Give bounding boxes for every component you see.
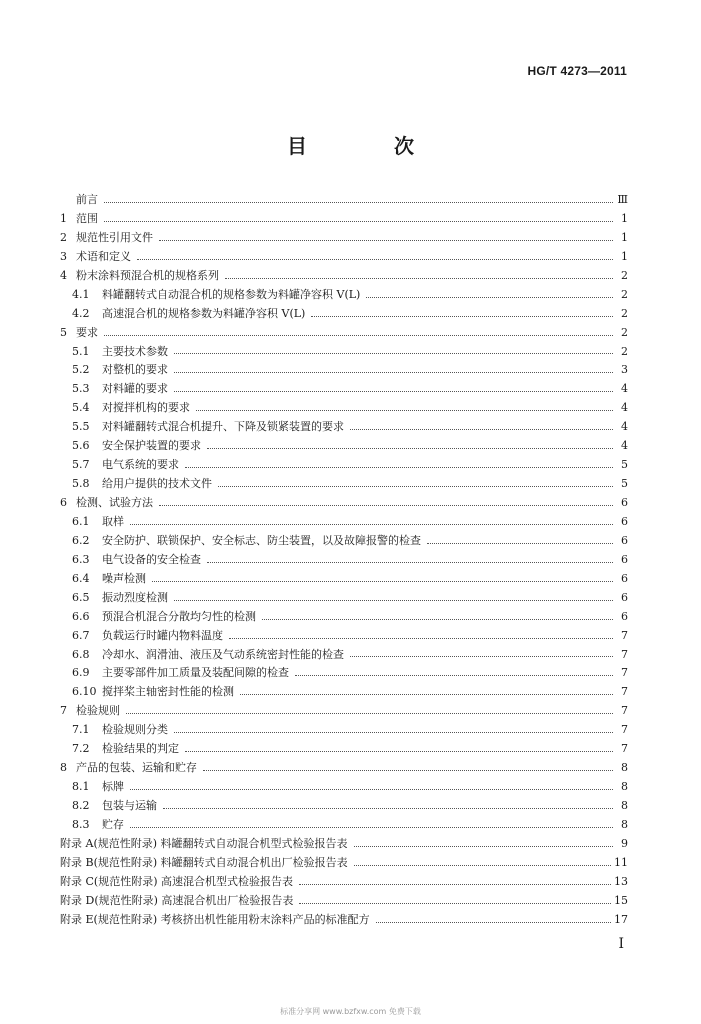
- toc-leader-dots: [218, 486, 613, 487]
- toc-leader-dots: [130, 827, 613, 828]
- toc-entry-title: 对料罐翻转式混合机提升、下降及锁紧装置的要求: [102, 420, 344, 434]
- toc-entry-number: 4: [60, 268, 67, 282]
- toc-entry-title: 取样: [102, 514, 124, 528]
- toc-entry-page: Ⅲ: [617, 193, 628, 206]
- toc-entry-page: 8: [621, 780, 628, 794]
- toc-entry[interactable]: [60, 740, 628, 759]
- toc-entry-page: 13: [614, 874, 628, 888]
- toc-entry-title: 前言: [76, 193, 98, 206]
- toc-entry-title: 附录 B(规范性附录) 料罐翻转式自动混合机出厂检验报告表: [60, 855, 348, 869]
- toc-entry-number: 5.7: [72, 458, 90, 472]
- standard-number: HG/T 4273—2011: [527, 64, 627, 78]
- toc-leader-dots: [174, 732, 613, 733]
- toc-entry[interactable]: [60, 664, 628, 683]
- toc-entry[interactable]: [60, 911, 628, 930]
- toc-entry-page: 1: [621, 249, 628, 263]
- toc-entry-title: 料罐翻转式自动混合机的规格参数为料罐净容积 V(L): [102, 287, 361, 301]
- toc-leader-dots: [354, 846, 613, 847]
- toc-entry-page: 2: [621, 306, 628, 320]
- toc-entry-title: 附录 D(规范性附录) 高速混合机出厂检验报告表: [60, 893, 294, 907]
- toc-entry-page: 11: [614, 855, 628, 869]
- toc-entry-title: 安全保护装置的要求: [102, 439, 201, 453]
- toc-entry-page: 5: [621, 477, 628, 491]
- toc-entry-page: 8: [621, 799, 628, 812]
- toc-leader-dots: [174, 391, 613, 392]
- toc-entry-title: 范围: [76, 211, 98, 225]
- toc-entry-page: 6: [621, 571, 628, 585]
- toc-leader-dots: [104, 221, 613, 222]
- toc-entry-number: 6: [60, 496, 67, 509]
- toc-entry[interactable]: [60, 248, 628, 267]
- toc-entry-title: 要求: [76, 325, 98, 339]
- toc-entry-number: 6.9: [72, 666, 90, 680]
- toc-entry-page: 8: [621, 761, 628, 775]
- toc-leader-dots: [207, 448, 613, 449]
- toc-entry-title: 预混合机混合分散均匀性的检测: [102, 609, 256, 623]
- toc-entry-page: 7: [621, 628, 628, 642]
- toc-entry[interactable]: [60, 305, 628, 324]
- toc-entry-title: 术语和定义: [76, 249, 131, 263]
- toc-entry-number: 5.5: [72, 420, 90, 434]
- toc-leader-dots: [350, 429, 613, 430]
- toc-entry-title: 附录 C(规范性附录) 高速混合机型式检验报告表: [60, 874, 293, 888]
- toc-leader-dots: [225, 278, 613, 279]
- toc-entry-title: 高速混合机的规格参数为料罐净容积 V(L): [102, 306, 306, 320]
- toc-leader-dots: [104, 202, 613, 203]
- toc-entry[interactable]: [60, 551, 628, 570]
- toc-entry-page: 1: [621, 230, 628, 244]
- toc-entry-title: 粉末涂料预混合机的规格系列: [76, 268, 219, 282]
- toc-entry-title: 贮存: [102, 817, 124, 831]
- toc-entry[interactable]: [60, 437, 628, 456]
- toc-entry[interactable]: [60, 570, 628, 589]
- toc-leader-dots: [130, 789, 613, 790]
- toc-entry-number: 6.5: [72, 590, 90, 604]
- toc-leader-dots: [427, 543, 613, 544]
- toc-leader-dots: [174, 372, 613, 373]
- toc-leader-dots: [295, 675, 613, 676]
- toc-entry-title: 包装与运输: [102, 799, 157, 812]
- toc-entry-page: 2: [621, 325, 628, 339]
- toc-entry-title: 对料罐的要求: [102, 382, 168, 396]
- toc-entry-title: 规范性引用文件: [76, 230, 153, 244]
- toc-entry-page: 4: [621, 439, 628, 453]
- toc-leader-dots: [174, 353, 613, 354]
- toc-entry[interactable]: [60, 816, 628, 835]
- toc-entry[interactable]: [60, 778, 628, 797]
- toc-entry[interactable]: [60, 286, 628, 305]
- toc-entry-title: 检测、试验方法: [76, 496, 153, 509]
- toc-leader-dots: [354, 865, 611, 866]
- toc-entry[interactable]: [60, 324, 628, 343]
- toc-entry-number: 6.7: [72, 628, 90, 642]
- toc-entry-title: 检验结果的判定: [102, 742, 179, 756]
- toc-entry-number: 6.10: [72, 685, 97, 699]
- toc-entry-page: 7: [621, 723, 628, 737]
- toc-entry-number: 5.1: [72, 344, 90, 358]
- toc-entry-page: 7: [621, 704, 628, 718]
- toc-entry[interactable]: [60, 267, 628, 286]
- toc-entry[interactable]: [60, 797, 628, 816]
- toc-entry-title: 冷却水、润滑油、液压及气动系统密封性能的检查: [102, 647, 344, 661]
- toc-entry[interactable]: [60, 191, 628, 210]
- toc-entry[interactable]: [60, 532, 628, 551]
- toc-entry[interactable]: [60, 361, 628, 380]
- toc-entry-number: 6.8: [72, 647, 90, 661]
- toc-entry[interactable]: [60, 835, 628, 854]
- toc-leader-dots: [262, 619, 613, 620]
- toc-leader-dots: [130, 524, 613, 525]
- toc-entry-title: 振动烈度检测: [102, 590, 168, 604]
- toc-entry-title: 对整机的要求: [102, 363, 168, 377]
- page-number: I: [618, 936, 624, 952]
- toc-entry[interactable]: [60, 759, 628, 778]
- toc-entry-page: 17: [614, 912, 628, 926]
- toc-entry-title: 给用户提供的技术文件: [102, 477, 212, 491]
- toc-entry[interactable]: [60, 343, 628, 362]
- toc-entry-page: 9: [621, 836, 628, 850]
- toc-entry-page: 7: [621, 647, 628, 661]
- toc-entry[interactable]: [60, 589, 628, 608]
- toc-entry-number: 8.1: [72, 780, 90, 794]
- toc-entry-title: 检验规则: [76, 704, 120, 718]
- toc-entry-page: 6: [621, 533, 628, 547]
- toc-entry-number: 8: [60, 761, 67, 775]
- toc-entry-page: 2: [621, 287, 628, 301]
- toc-entry[interactable]: [60, 380, 628, 399]
- toc-entry[interactable]: [60, 399, 628, 418]
- toc-entry[interactable]: [60, 494, 628, 513]
- toc-leader-dots: [185, 467, 613, 468]
- toc-entry[interactable]: [60, 702, 628, 721]
- toc-leader-dots: [185, 751, 613, 752]
- toc-leader-dots: [376, 922, 611, 923]
- toc-entry-number: 8.3: [72, 817, 90, 831]
- toc-entry-page: 6: [621, 590, 628, 604]
- toc-entry-page: 4: [621, 420, 628, 434]
- toc-entry-title: 附录 A(规范性附录) 料罐翻转式自动混合机型式检验报告表: [60, 836, 348, 850]
- toc-entry-title: 对搅拌机构的要求: [102, 401, 190, 415]
- toc-entry-number: 6.4: [72, 571, 90, 585]
- toc-entry-number: 8.2: [72, 799, 90, 812]
- toc-entry-title: 主要零部件加工质量及装配间隙的检查: [102, 666, 289, 680]
- toc-entry-page: 7: [621, 666, 628, 680]
- toc-entry[interactable]: [60, 513, 628, 532]
- toc-leader-dots: [126, 713, 613, 714]
- toc-entry-number: 2: [60, 230, 67, 244]
- toc-entry-number: 6.2: [72, 533, 90, 547]
- toc-leader-dots: [299, 903, 611, 904]
- toc-entry[interactable]: [60, 456, 628, 475]
- toc-leader-dots: [203, 770, 613, 771]
- toc-leader-dots: [174, 600, 613, 601]
- page-title: 目 次: [287, 134, 454, 158]
- toc-entry[interactable]: [60, 854, 628, 873]
- toc-entry-title: 电气系统的要求: [102, 458, 179, 472]
- toc-entry-title: 产品的包装、运输和贮存: [76, 761, 197, 775]
- toc-entry-number: 7.1: [72, 723, 90, 737]
- toc-entry-title: 负载运行时罐内物料温度: [102, 628, 223, 642]
- toc-entry-number: 5.2: [72, 363, 90, 377]
- toc-entry-title: 电气设备的安全检查: [102, 552, 201, 566]
- toc-entry[interactable]: [60, 475, 628, 494]
- toc-entry-number: 5.6: [72, 439, 90, 453]
- toc-entry-number: 7.2: [72, 742, 90, 756]
- toc-entry-number: 5.4: [72, 401, 90, 415]
- toc-leader-dots: [350, 656, 613, 657]
- toc-entry-page: 4: [621, 401, 628, 415]
- toc-leader-dots: [311, 316, 613, 317]
- toc-entry[interactable]: [60, 892, 628, 911]
- table-of-contents: [60, 191, 628, 930]
- toc-entry-page: 8: [621, 817, 628, 831]
- toc-entry-number: 4.2: [72, 306, 90, 320]
- toc-entry-number: 6.1: [72, 514, 90, 528]
- toc-entry-page: 6: [621, 496, 628, 509]
- toc-entry-page: 6: [621, 609, 628, 623]
- toc-entry-number: 6.6: [72, 609, 90, 623]
- watermark-text: 标准分享网 www.bzfxw.com 免费下载: [280, 1007, 421, 1016]
- toc-entry-number: 4.1: [72, 287, 90, 301]
- toc-entry-number: 5: [60, 325, 67, 339]
- toc-entry[interactable]: [60, 229, 628, 248]
- toc-leader-dots: [159, 505, 613, 506]
- toc-entry-page: 1: [621, 211, 628, 225]
- toc-entry-number: 7: [60, 704, 67, 718]
- toc-leader-dots: [196, 410, 613, 411]
- toc-entry[interactable]: [60, 873, 628, 892]
- toc-leader-dots: [366, 297, 613, 298]
- toc-entry-title: 安全防护、联锁保护、安全标志、防尘装置，以及故障报警的检查: [102, 533, 421, 547]
- toc-entry-page: 5: [621, 458, 628, 472]
- toc-leader-dots: [163, 808, 613, 809]
- toc-leader-dots: [240, 694, 613, 695]
- toc-entry-title: 标牌: [102, 780, 124, 794]
- toc-entry-number: 5.8: [72, 477, 90, 491]
- toc-leader-dots: [299, 884, 611, 885]
- toc-entry-title: 噪声检测: [102, 571, 146, 585]
- toc-leader-dots: [137, 259, 613, 260]
- toc-entry-title: 检验规则分类: [102, 723, 168, 737]
- toc-entry-page: 2: [621, 344, 628, 358]
- toc-entry-number: 6.3: [72, 552, 90, 566]
- toc-entry-page: 2: [621, 268, 628, 282]
- toc-entry[interactable]: [60, 418, 628, 437]
- toc-entry-page: 7: [621, 742, 628, 756]
- toc-leader-dots: [207, 562, 613, 563]
- toc-entry-page: 4: [621, 382, 628, 396]
- toc-entry-page: 7: [621, 685, 628, 699]
- toc-leader-dots: [159, 240, 613, 241]
- toc-entry-title: 搅拌桨主轴密封性能的检测: [102, 685, 234, 699]
- toc-entry-page: 6: [621, 514, 628, 528]
- toc-leader-dots: [229, 638, 613, 639]
- toc-entry[interactable]: [60, 721, 628, 740]
- toc-entry[interactable]: [60, 210, 628, 229]
- toc-entry[interactable]: [60, 683, 628, 702]
- toc-entry-number: 5.3: [72, 382, 90, 396]
- toc-entry[interactable]: [60, 627, 628, 646]
- toc-entry-page: 15: [614, 893, 628, 907]
- toc-entry-number: 1: [60, 211, 67, 225]
- toc-leader-dots: [152, 581, 613, 582]
- toc-entry-title: 主要技术参数: [102, 344, 168, 358]
- toc-entry[interactable]: [60, 608, 628, 627]
- toc-entry-title: 附录 E(规范性附录) 考核挤出机性能用粉末涂料产品的标准配方: [60, 912, 370, 926]
- toc-entry[interactable]: [60, 646, 628, 665]
- toc-entry-page: 6: [621, 552, 628, 566]
- toc-leader-dots: [104, 335, 613, 336]
- toc-entry-number: 3: [60, 249, 67, 263]
- toc-entry-page: 3: [621, 363, 628, 377]
